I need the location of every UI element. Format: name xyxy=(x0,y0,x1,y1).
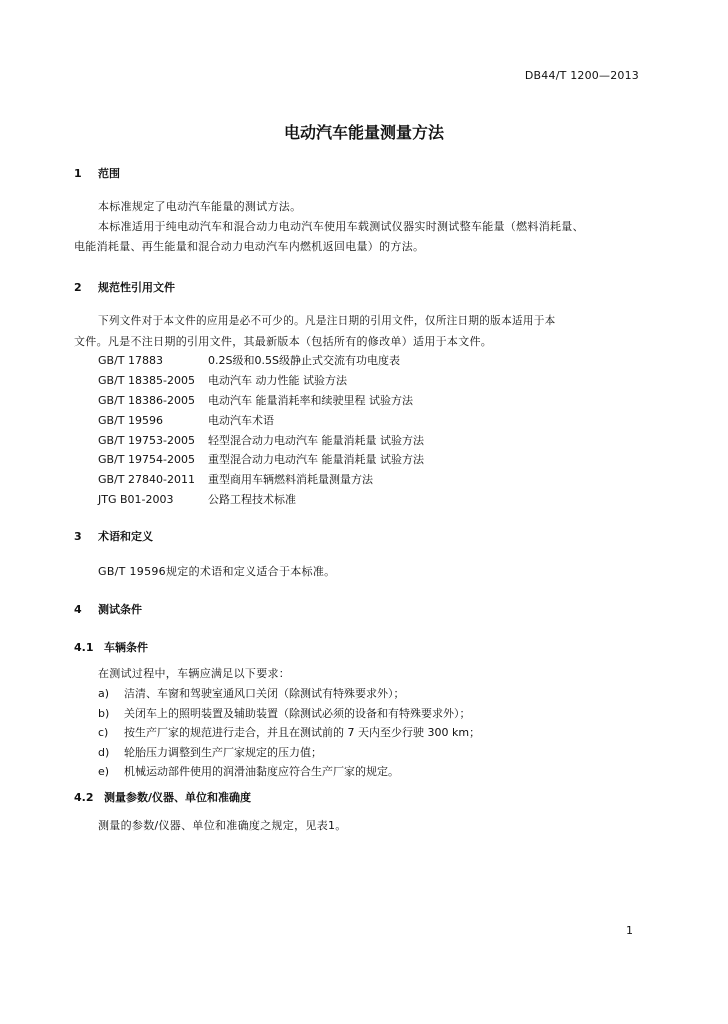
list-text: 轮胎压力调整到生产厂家规定的压力值； xyxy=(124,746,322,759)
reference-code: GB/T 19596 xyxy=(98,414,163,427)
reference-code: JTG B01-2003 xyxy=(98,493,174,506)
section-number: 4 xyxy=(74,603,82,616)
normative-intro-line-2: 文件。凡是不注日期的引用文件，其最新版本（包括所有的修改单）适用于本文件。 xyxy=(74,335,493,348)
scope-paragraph-1: 本标准规定了电动汽车能量的测试方法。 xyxy=(98,200,302,213)
list-marker: e) xyxy=(98,765,110,778)
list-text: 按生产厂家的规范进行走合，并且在测试前的 7 天内至少行驶 300 km； xyxy=(124,726,481,739)
reference-title: 0.2S级和0.5S级静止式交流有功电度表 xyxy=(208,354,400,367)
section-title: 规范性引用文件 xyxy=(98,281,175,294)
reference-code: GB/T 19754-2005 xyxy=(98,453,195,466)
section-2-heading xyxy=(74,279,175,295)
reference-code: GB/T 27840-2011 xyxy=(98,473,195,486)
section-number: 2 xyxy=(74,281,82,294)
list-marker: d) xyxy=(98,746,110,759)
list-item xyxy=(98,705,471,721)
reference-code: GB/T 19753-2005 xyxy=(98,434,195,447)
section-title: 测量参数/仪器、单位和准确度 xyxy=(104,791,252,804)
list-marker: a) xyxy=(98,687,110,700)
reference-item xyxy=(98,392,413,408)
reference-item xyxy=(98,372,347,388)
reference-item xyxy=(98,491,296,507)
list-marker: c) xyxy=(98,726,109,739)
reference-code: GB/T 18386-2005 xyxy=(98,394,195,407)
section-title: 测试条件 xyxy=(98,603,142,616)
reference-title: 电动汽车 能量消耗率和续驶里程 试验方法 xyxy=(208,394,413,407)
section-4-1-heading xyxy=(74,639,148,655)
section-title: 范围 xyxy=(98,167,120,180)
reference-title: 电动汽车术语 xyxy=(208,414,274,427)
list-item xyxy=(98,724,480,740)
reference-item xyxy=(98,471,373,487)
section-number: 1 xyxy=(74,167,82,180)
reference-code: GB/T 18385-2005 xyxy=(98,374,195,387)
section-title: 术语和定义 xyxy=(98,530,153,543)
list-marker: b) xyxy=(98,707,110,720)
scope-paragraph-2-line-2: 电能消耗量、再生能量和混合动力电动汽车内燃机返回电量）的方法。 xyxy=(74,240,425,253)
document-code: DB44/T 1200—2013 xyxy=(524,69,639,82)
section-1-heading xyxy=(74,165,120,181)
section-4-heading xyxy=(74,601,142,617)
section-4-2-heading xyxy=(74,789,251,805)
section-number: 4.1 xyxy=(74,641,94,654)
section-number: 4.2 xyxy=(74,791,94,804)
reference-item xyxy=(98,412,274,428)
list-text: 关闭车上的照明装置及辅助装置（除测试必须的设备和有特殊要求外）； xyxy=(124,707,471,720)
reference-item xyxy=(98,432,424,448)
page-title: 电动汽车能量测量方法 xyxy=(283,123,444,142)
section-3-heading xyxy=(74,528,153,544)
reference-item xyxy=(98,352,400,368)
list-item xyxy=(98,744,322,760)
vehicle-intro: 在测试过程中，车辆应满足以下要求： xyxy=(98,667,291,680)
measure-paragraph: 测量的参数/仪器、单位和准确度之规定，见表1。 xyxy=(98,819,347,832)
list-item xyxy=(98,685,405,701)
reference-code: GB/T 17883 xyxy=(98,354,163,367)
reference-title: 重型商用车辆燃料消耗量测量方法 xyxy=(208,473,373,486)
list-text: 洁清、车窗和驾驶室通风口关闭（除测试有特殊要求外）； xyxy=(124,687,405,700)
list-item xyxy=(98,763,399,779)
list-text: 机械运动部件使用的润滑油黏度应符合生产厂家的规定。 xyxy=(124,765,399,778)
reference-title: 轻型混合动力电动汽车 能量消耗量 试验方法 xyxy=(208,434,424,447)
normative-intro-line-1: 下列文件对于本文件的应用是必不可少的。凡是注日期的引用文件，仅所注日期的版本适用于本 xyxy=(98,315,556,327)
section-number: 3 xyxy=(74,530,82,543)
scope-paragraph-2-line-1: 本标准适用于纯电动汽车和混合动力电动汽车使用车载测试仪器实时测试整车能量（燃料消耗量、 xyxy=(98,220,584,233)
page-number: 1 xyxy=(626,924,633,937)
terms-paragraph: GB/T 19596规定的术语和定义适合于本标准。 xyxy=(98,565,336,578)
reference-item xyxy=(98,451,424,467)
reference-title: 重型混合动力电动汽车 能量消耗量 试验方法 xyxy=(208,453,424,466)
reference-title: 电动汽车 动力性能 试验方法 xyxy=(208,374,347,387)
reference-title: 公路工程技术标准 xyxy=(208,493,296,506)
section-title: 车辆条件 xyxy=(104,641,148,654)
